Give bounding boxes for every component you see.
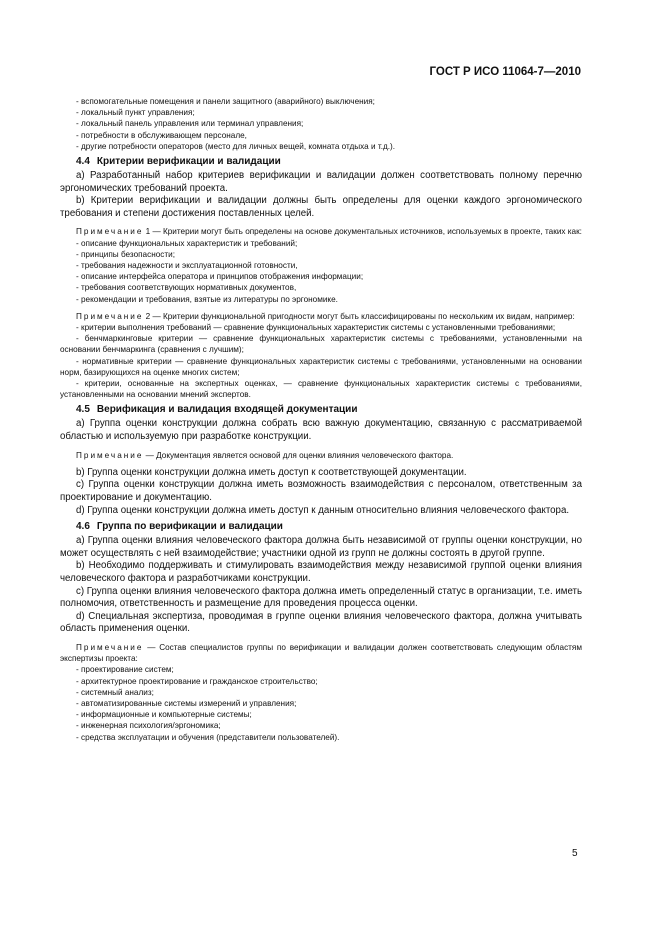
note-item: - требования соответствующих нормативных документов, — [76, 283, 297, 293]
note-text: 2 — Критерии функциональной пригодности могут быть классифицированы по нескольким их видам, например: — [143, 311, 575, 321]
intro-item: - локальный панель управления или терминал управления; — [76, 119, 304, 129]
paragraph-4-6-a: а) Группа оценки влияния человеческого фактора должна быть независимой от группы оценки конструкции, но может осуществлять с ней взаимодействие; участники одной из групп не должны состоять в другой группе. — [60, 535, 582, 559]
note-4-4-2 — [60, 311, 582, 322]
section-title: Верификация и валидация входящей документации — [96, 404, 358, 416]
note-label: Примечание — [76, 450, 144, 460]
section-number: 4.6 — [76, 521, 90, 533]
paragraph-4-6-d: d) Специальная экспертиза, проводимая в группе оценки влияния человеческого фактора, должна учитывать область применения оценки. — [60, 610, 582, 635]
note-item: - информационные и компьютерные системы; — [76, 710, 252, 720]
note-4-6 — [60, 642, 582, 664]
note-item: - рекомендации и требования, взятые из литературы по эргономике. — [76, 294, 338, 304]
paragraph-4-5-d: d) Группа оценки конструкции должна иметь доступ к данным относительно влияния человеческого фактора. — [76, 504, 570, 516]
note-4-5 — [60, 450, 582, 461]
section-title: Критерии верификации и валидации — [96, 156, 281, 168]
note-item: - описание функциональных характеристик и требований; — [76, 238, 298, 248]
section-heading-4-5 — [60, 403, 582, 416]
document-header: ГОСТ Р ИСО 11064-7—2010 — [429, 66, 581, 78]
intro-item: - локальный пункт управления; — [76, 108, 195, 118]
note-item: - системный анализ; — [76, 687, 154, 697]
paragraph-4-5-c: с) Группа оценки конструкции должна иметь возможность взаимодействия с персоналом, ответственным за проектирование и документацию. — [60, 479, 582, 504]
note-item: - средства эксплуатации и обучения (представители пользователей). — [76, 732, 340, 742]
note-item: - требования надежности и эксплуатационной готовности, — [76, 261, 298, 270]
note-item: - критерии выполнения требований — сравнение функциональных характеристик системы с установленными требованиями; — [76, 323, 556, 333]
note-item: - нормативные критерии — сравнение функциональных характеристик системы с требованиями, установленными на основании норм, базирующихся на оценке многих систем; — [60, 356, 582, 377]
page-content — [60, 96, 582, 743]
paragraph-4-5-b: b) Группа оценки конструкции должна иметь доступ к соответствующей документации. — [76, 466, 467, 478]
paragraph-4-6-c: с) Группа оценки влияния человеческого фактора должна иметь определенный статус в организации, т.е. иметь полномочия, ответственность и размещение для проведения процесса оценки. — [60, 585, 582, 610]
note-label: Примечание — [76, 642, 144, 652]
note-item: - принципы безопасности; — [76, 249, 175, 259]
paragraph-4-4-a: а) Разработанный набор критериев верификации и валидации должен соответствовать полному перечню эргономических требований проекта. — [60, 170, 582, 194]
note-text: — Состав специалистов группы по верификации и валидации должен соответствовать следующим областям экспертизы проекта: — [60, 642, 582, 664]
note-item: - автоматизированные системы измерений и управления; — [76, 698, 297, 708]
note-text: — Документация является основой для оценки влияния человеческого фактора. — [143, 450, 454, 460]
section-number: 4.4 — [76, 156, 90, 168]
intro-item: - потребности в обслуживающем персонале, — [76, 130, 247, 140]
paragraph-4-5-a: а) Группа оценки конструкции должна собрать всю важную документацию, связанную с рассматриваемой областью и используемую при разработке конструкции. — [60, 418, 582, 443]
note-item: - архитектурное проектирование и гражданское строительство; — [76, 676, 318, 686]
note-item: - критерии, основанные на экспертных оценках, — сравнение функциональных характеристик системы с требованиями, установленными на основании мнений экспертов. — [60, 379, 582, 400]
paragraph-4-6-b: b) Необходимо поддерживать и стимулировать взаимодействия между независимой группой оценки влияния человеческого фактора и разработчиками конструкции. — [60, 560, 582, 584]
note-item: - инженерная психология/эргономика; — [76, 721, 221, 731]
section-heading-4-6 — [60, 520, 582, 533]
paragraph-4-4-b: b) Критерии верификации и валидации должны быть определены для оценки каждого эргономического требования и степени достижения поставленных целей. — [60, 195, 582, 219]
note-item: - проектирование систем; — [76, 665, 174, 675]
intro-item: - другие потребности операторов (место для личных вещей, комната отдыха и т.д.). — [76, 141, 396, 151]
page-number: 5 — [572, 848, 578, 859]
note-item: - описание интерфейса оператора и принципов отображения информации; — [76, 272, 364, 282]
note-text: 1 — Критерии могут быть определены на основе документальных источников, используемых в проекте, таких как: — [143, 227, 582, 237]
note-item: - бенчмаркинговые критерии — сравнение функциональных характеристик системы с требованиями, установленными на основании бенчмаркинга (сравнения с лучшим); — [60, 334, 582, 355]
note-label: Примечание — [76, 227, 144, 237]
section-title: Группа по верификации и валидации — [96, 521, 283, 533]
intro-item: - вспомогательные помещения и панели защитного (аварийного) выключения; — [76, 97, 375, 106]
section-number: 4.5 — [76, 404, 90, 416]
section-heading-4-4 — [60, 155, 582, 168]
note-label: Примечание — [76, 311, 144, 321]
note-4-4-1 — [60, 226, 582, 237]
